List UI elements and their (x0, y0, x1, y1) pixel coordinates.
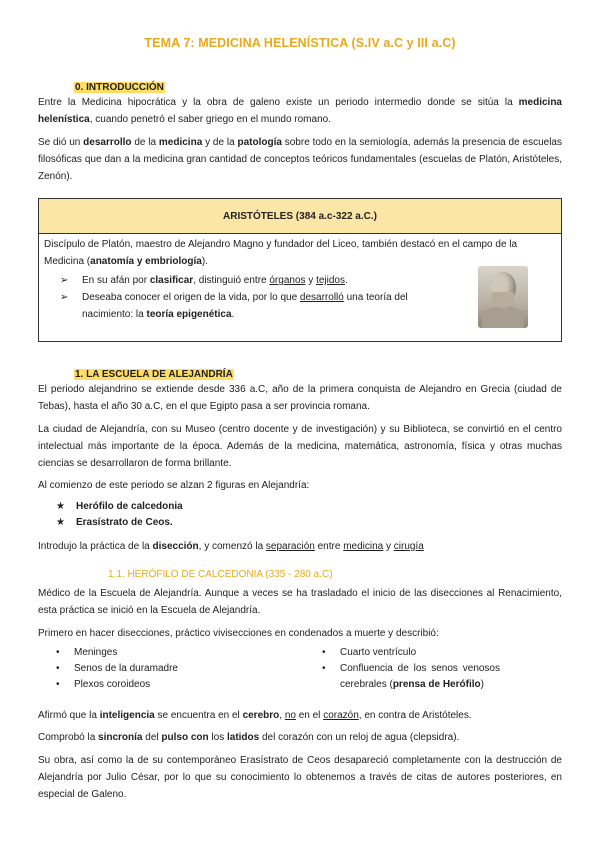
paragraph-intro-2: Se dió un desarrollo de la medicina y de la patología sobre todo en la semiología, además la presencia de escuelas filosóficas que dan a la medicina gran cantidad de conceptos teóricos fundamentales (escuelas de Platón, Aristóteles, Zenón). (38, 137, 562, 182)
structures-list-right (322, 645, 500, 693)
list-item: • Plexos coroideos (56, 677, 286, 693)
dot-bullet-icon: • (322, 647, 326, 658)
paragraph-figuras: Al comienzo de este periodo se alzan 2 figuras en Alejandría: (38, 480, 310, 491)
paragraph-ciudad: La ciudad de Alejandría, con su Museo (centro docente y de investigación) y su Biblioteca, se convirtió en el centro intelectual más importante de la época. Además de la medicina, matemática, astronomía, física y otras muchas ciencias se desarrollaron de forma brillante. (38, 424, 562, 469)
subsection-heading-herofilo: 1.1. HERÓFILO DE CALCEDONIA (335 - 280 a.C) (108, 569, 333, 580)
paragraph-intro-1: Entre la Medicina hipocrática y la obra de galeno existe un periodo intermedio donde se sitúa la medicina helenística, cuando penetró el saber griego en el mundo romano. (38, 97, 562, 125)
list-item: • Senos de la duramadre (56, 661, 286, 677)
list-item: • Meninges (56, 645, 286, 661)
section-heading-introduccion: 0. INTRODUCCIÓN (75, 82, 164, 93)
list-item: ➢ Deseaba conocer el origen de la vida, por lo que desarrolló una teoría del nacimiento: la teoría epigenética. (60, 289, 430, 323)
paragraph-pulso: Comprobó la sincronía del pulso con los latidos del corazón con un reloj de agua (clepsidra). (38, 732, 460, 743)
figures-list (56, 499, 183, 531)
arrow-bullet-icon: ➢ (60, 275, 69, 286)
paragraph-obra: Su obra, así como la de su contemporáneo Erasístrato de Ceos desapareció completamente con la destrucción de Alejandría por Julio César, por lo que su conocimiento lo obtenemos a través de citas de autores posteriores, en especial de Galeno. (38, 755, 562, 800)
dot-bullet-icon: • (56, 679, 60, 690)
list-item: ➢ En su afán por clasificar, distinguió entre órganos y tejidos. (60, 272, 430, 289)
structures-list-left (56, 645, 286, 693)
dot-bullet-icon: • (322, 663, 326, 674)
aristotle-bust-image (478, 266, 528, 328)
paragraph-periodo: El periodo alejandrino se extiende desde 336 a.C, año de la primera conquista de Alejandro en Grecia (ciudad de Tebas), hasta el año 30 a.C, en el que Egipto pasa a ser provincia romana. (38, 384, 562, 412)
paragraph-medico: Médico de la Escuela de Alejandría. Aunque a veces se ha trasladado el inicio de las disecciones al Renacimiento, esta práctica se inició en la Escuela de Alejandría. (38, 588, 562, 616)
paragraph-inteligencia: Afirmó que la inteligencia se encuentra en el cerebro, no en el corazón, en contra de Aristóteles. (38, 710, 472, 721)
arrow-bullet-icon: ➢ (60, 292, 69, 303)
list-item: ★ Erasístrato de Ceos. (56, 515, 183, 531)
list-item: • Confluencia de los senos venosos cerebrales (prensa de Herófilo) (322, 663, 500, 690)
dot-bullet-icon: • (56, 663, 60, 674)
dot-bullet-icon: • (56, 647, 60, 658)
list-item: • Cuarto ventrículo (322, 645, 500, 661)
paragraph-disecciones: Primero en hacer disecciones, práctico vivisecciones en condenados a muerte y describió: (38, 628, 439, 639)
paragraph-diseccion: Introdujo la práctica de la disección, y comenzó la separación entre medicina y cirugía (38, 541, 424, 552)
star-bullet-icon: ★ (56, 517, 65, 528)
page-title: TEMA 7: MEDICINA HELENÍSTICA (S.IV a.C y III a.C) (144, 36, 456, 50)
list-item: ★ Herófilo de calcedonia (56, 499, 183, 515)
section-heading-escuela-alejandria: 1. LA ESCUELA DE ALEJANDRÍA (75, 369, 233, 380)
aristoteles-box-heading: ARISTÓTELES (384 a.c-322 a.C.) (39, 199, 561, 234)
aristoteles-intro: Discípulo de Platón, maestro de Alejandro Magno y fundador del Liceo, también destacó en el campo de la Medicina (anatomía y embriología). (44, 239, 518, 267)
star-bullet-icon: ★ (56, 501, 65, 512)
aristoteles-list (44, 272, 430, 323)
